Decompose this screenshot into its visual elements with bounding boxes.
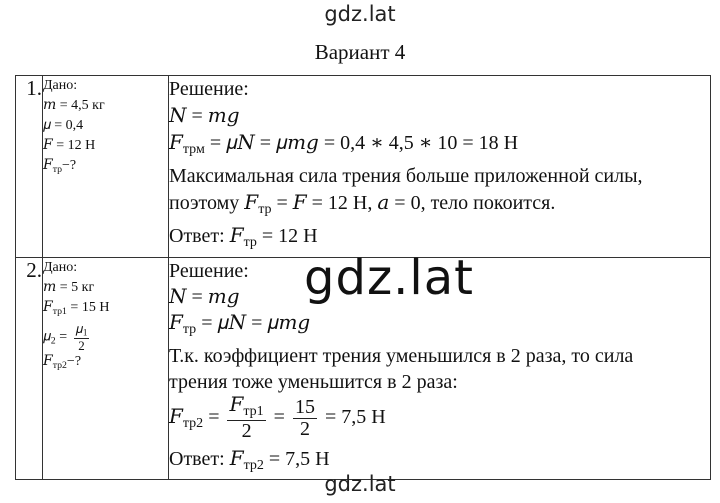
eq3-fraction-2 [293,397,317,440]
equation-2 [169,310,710,343]
fraction-denominator: 2 [299,417,310,440]
equation-3 [169,395,710,446]
text-subscript: тр [258,202,272,218]
watermark-bottom: gdz.lat [324,472,396,496]
eq-tail: = 𝜇𝑁 = 𝜇𝑚𝑔 [196,311,311,334]
eq3-subscript: тр2 [182,415,204,431]
numerator-symbol: 𝐹 [229,393,244,416]
solution-text-2 [169,190,710,223]
numerator-subscript: тр1 [243,403,264,419]
answer-tail: = 12 Н [256,225,318,248]
text-tail: = 𝐹 = 12 Н, 𝑎 = 0, тело покоится. [271,192,556,215]
equation-1: 𝑁 = 𝑚𝑔 [169,105,240,127]
watermark-middle: gdz.lat [304,250,474,306]
given-force: 𝐹 = 12 Н [43,138,96,153]
given-find [43,156,168,180]
answer-subscript: тр2 [243,458,264,474]
fraction-numerator [74,322,90,339]
text-symbol: 𝐹 [244,192,259,215]
given-mu2 [43,322,168,353]
given-mu: 𝜇 = 0,4 [43,118,84,133]
eq3-equals: = [203,405,225,428]
f1-tail: = 15 Н [66,299,110,315]
mu2-subscript: 2 [50,335,56,347]
find-symbol: 𝐹 [43,354,53,370]
eq-subscript: тр [182,321,197,337]
given-label: Дано: [43,78,78,93]
numerator-subscript: 1 [82,327,88,338]
answer-tail: = 7,5 Н [263,447,330,470]
equation-1: 𝑁 = 𝑚𝑔 [169,285,240,308]
eq3-symbol: 𝐹 [169,405,183,428]
given-label: Дано: [43,259,78,275]
problem-number: 1. [16,76,43,258]
fraction-denominator: 2 [241,419,252,442]
eq3-fraction-1 [227,395,265,442]
solution-text-1: Максимальная сила трения больше приложенной силы, [169,165,643,188]
fraction-numerator: 15 [294,395,315,418]
given-mass: 𝑚 = 4,5 кг [43,98,105,113]
answer-label: Ответ: [169,447,230,470]
find-tail: −? [66,354,82,370]
f1-symbol: 𝐹 [43,299,53,315]
eq-subscript: трм [182,142,205,158]
answer-symbol: 𝐹 [229,225,244,248]
text-part: поэтому [169,192,245,215]
solution-text-2: трения тоже уменьшится в 2 раза: [169,370,458,393]
given-find [43,352,168,376]
answer-symbol: 𝐹 [229,447,244,470]
problem-row [16,76,711,258]
eq-symbol: 𝐹 [169,311,183,334]
find-subscript: тр [52,163,63,175]
answer-label: Ответ: [169,225,230,248]
find-subscript: тр2 [52,360,67,372]
fraction-numerator [227,395,265,421]
mu2-equals: = [55,329,71,345]
find-tail: −? [62,158,77,173]
solution-cell [169,76,711,258]
numerator-symbol: 𝜇 [75,320,83,336]
solution-label: Решение: [169,259,249,282]
eq-tail: = 𝜇𝑁 = 𝜇𝑚𝑔 = 0,4 ∗ 4,5 ∗ 10 = 18 Н [204,132,519,154]
watermark-top: gdz.lat [324,2,396,26]
mu2-symbol: 𝜇 [43,329,51,345]
equation-2 [169,130,710,163]
page-title: Вариант 4 [314,40,406,64]
eq-symbol: 𝐹 [169,132,183,154]
eq3-tail: = 7,5 Н [319,405,386,428]
fraction-denominator: 2 [78,337,85,353]
solution-label: Решение: [169,78,249,100]
given-mass: 𝑚 = 5 кг [43,279,95,295]
given-force-1 [43,298,168,322]
answer-subscript: тр [243,235,257,251]
eq3-equals: = [268,405,290,428]
given-cell [43,76,169,258]
mu2-fraction [74,322,90,353]
solution-text-1: Т.к. коэффициент трения уменьшился в 2 раза, то сила [169,344,634,367]
given-cell [43,257,169,480]
problem-number: 2. [16,257,43,480]
find-symbol: 𝐹 [43,158,53,173]
f1-subscript: тр1 [52,305,67,317]
